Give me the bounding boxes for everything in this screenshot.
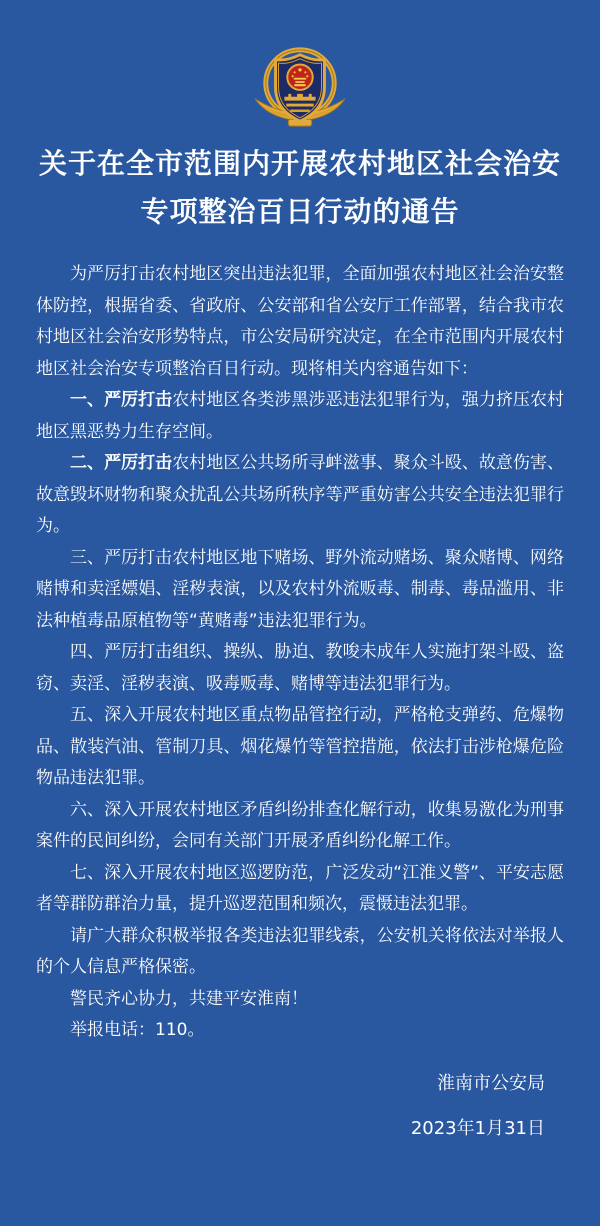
notice-paragraph: 为严厉打击农村地区突出违法犯罪，全面加强农村地区社会治安整体防控，根据省委、省政府、公安部和省公安厅工作部署，结合我市农村地区社会治安形势特点，市公安局研究决定，在全市范围内开展农村地区社会治安专项整治百日行动。现将相关内容通告如下： bbox=[36, 264, 564, 379]
notice-paragraph: 六、深入开展农村地区矛盾纠纷排查化解行动，收集易激化为刑事案件的民间纠纷，会同有关部门开展矛盾纠纷化解工作。 bbox=[36, 799, 564, 851]
signature-date: 2023年1月31日 bbox=[410, 1117, 545, 1139]
paragraph-lead: 二、严厉打击 bbox=[70, 453, 173, 473]
notice-paragraph: 三、严厉打击农村地区地下赌场、野外流动赌场、聚众赌博、网络赌博和卖淫嫖娼、淫秽表演，以及农村外流贩毒、制毒、毒品滥用、非法种植毒品原植物等“黄赌毒”违法犯罪行为。 bbox=[36, 547, 564, 631]
notice-title bbox=[20, 140, 580, 236]
paragraph-lead: 一、严厉打击 bbox=[70, 390, 173, 410]
notice-title-line1: 关于在全市范围内开展农村地区社会治安 bbox=[38, 147, 561, 180]
notice-paragraph: 警民齐心协力，共建平安淮南！ bbox=[70, 988, 308, 1009]
police-badge-icon bbox=[250, 44, 350, 130]
notice-title-line2: 专项整治百日行动的通告 bbox=[140, 195, 460, 228]
signature-issuer: 淮南市公安局 bbox=[437, 1072, 545, 1094]
notice-paragraph: 举报电话：110。 bbox=[70, 1020, 205, 1040]
notice-paragraph: 请广大群众积极举报各类违法犯罪线索，公安机关将依法对举报人的个人信息严格保密。 bbox=[36, 925, 564, 977]
notice-paragraph: 一、严厉打击农村地区各类涉黑涉恶违法犯罪行为，强力挤压农村地区黑恶势力生存空间。 bbox=[36, 390, 565, 442]
notice-paragraph: 五、深入开展农村地区重点物品管控行动，严格枪支弹药、危爆物品、散装汽油、管制刀具、烟花爆竹等管控措施，依法打击涉枪爆危险物品违法犯罪。 bbox=[36, 705, 564, 788]
notice-paragraph: 二、严厉打击农村地区公共场所寻衅滋事、聚众斗殴、故意伤害、故意毁坏财物和聚众扰乱公共场所秩序等严重妨害公共安全违法犯罪行为。 bbox=[36, 453, 565, 536]
signature-block bbox=[0, 1061, 545, 1151]
notice-paragraph: 七、深入开展农村地区巡逻防范，广泛发动“江淮义警”、平安志愿者等群防群治力量，提升巡逻范围和频次，震慑违法犯罪。 bbox=[36, 862, 564, 914]
notice-poster bbox=[0, 44, 600, 1226]
notice-paragraph: 四、严厉打击组织、操纵、胁迫、教唆未成年人实施打架斗殴、盗窃、卖淫、淫秽表演、吸毒贩毒、赌博等违法犯罪行为。 bbox=[36, 642, 564, 694]
notice-body bbox=[36, 259, 564, 1047]
